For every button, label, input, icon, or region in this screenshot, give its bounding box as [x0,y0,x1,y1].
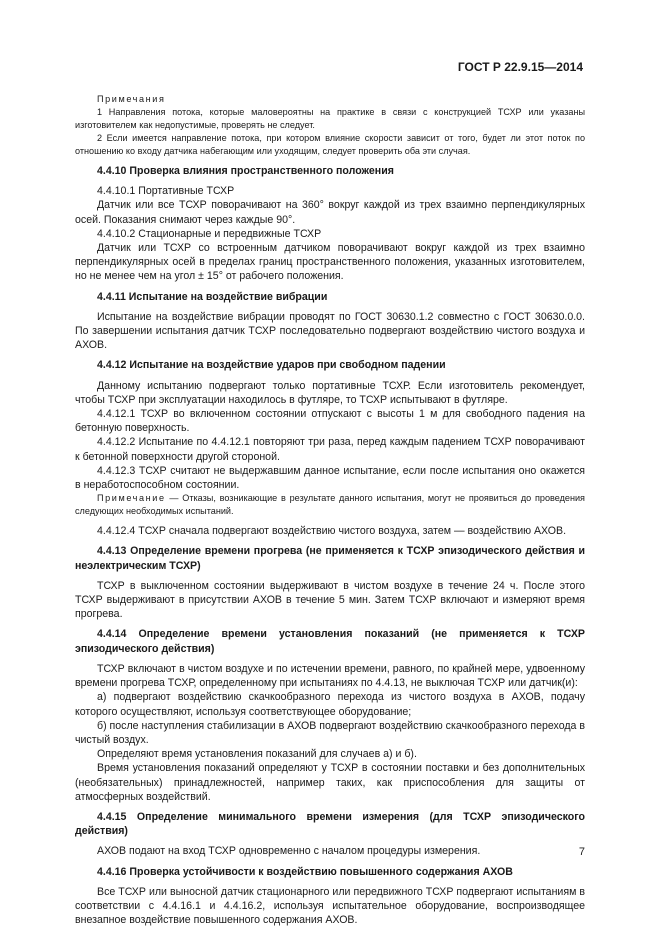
section-4-4-12-heading: 4.4.12 Испытание на воздействие ударов при свободном падении [97,359,446,372]
paragraph: ТСХР включают в чистом воздухе и по истечении времени, равного, по крайней мере, удвоенному времени прогрева ТСХР, определенному при испытаниях по 4.4.13, не выключая ТСХР или датчик(и): [75,662,585,690]
section-4-4-14-heading: 4.4.14 Определение времени установления показаний (не применяется к ТСХР эпизодического действия) [75,628,585,655]
paragraph: АХОВ подают на вход ТСХР одновременно с началом процедуры измерения. [97,845,481,858]
paragraph: Все ТСХР или выносной датчик стационарного или передвижного ТСХР подвергают испытаниям в соответствии с 4.4.16.1 и 4.4.16.2, используя испытательное оборудование, воспроизводящее внезапное воздействие повышенного содержания АХОВ. [75,885,585,927]
paragraph: 4.4.12.2 Испытание по 4.4.12.1 повторяют три раза, перед каждым падением ТСХР поворачивают к бетонной поверхности другой стороной. [75,436,585,463]
paragraph: Определяют время установления показаний для случаев а) и б). [97,748,417,761]
paragraph: Время установления показаний определяют у ТСХР в состоянии поставки и без дополнительных (необязательных) принадлежностей, например таких, как приспособления для защиты от атмосферных воздействий. [75,762,585,803]
section-4-4-11-heading: 4.4.11 Испытание на воздействие вибрации [97,290,328,303]
note-text: — Отказы, возникающие в результате данного испытания, могут не проявиться до проведения следующих необходимых испытаний. [75,493,585,517]
section-4-4-10-heading: 4.4.10 Проверка влияния пространственного положения [97,165,394,177]
paragraph: б) после наступления стабилизации в АХОВ подвергают воздействию скачкообразного перехода в чистый воздух. [75,719,585,746]
paragraph: Датчик или все ТСХР поворачивают на 360° вокруг каждой из трех взаимно перпендикулярных осей. Показания снимают через каждые 90°. [75,199,585,226]
paragraph: а) подвергают воздействию скачкообразного перехода из чистого воздуха в АХОВ, подачу которого осуществляют, используя соответствующее оборудование; [75,691,585,718]
note-1: 1 Направления потока, которые маловероятны на практике в связи с конструкцией ТСХР или указаны изготовителем как недопустимые, проверять не следует. [75,107,585,130]
paragraph: ТСХР в выключенном состоянии выдерживают в чистом воздухе в течение 24 ч. После этого ТСХР выдерживают в присутствии АХОВ в течение 5 мин. Затем ТСХР включают и измеряют время прогрева. [75,579,585,621]
paragraph: 4.4.12.3 ТСХР считают не выдержавшим данное испытание, если после испытания оно окажется в неработоспособном состоянии. [75,464,585,492]
section-4-4-16-heading: 4.4.16 Проверка устойчивости к воздействию повышенного содержания АХОВ [97,865,513,878]
document-body [75,93,585,927]
standard-header: ГОСТ Р 22.9.15—2014 [457,60,583,74]
section-4-4-15-heading: 4.4.15 Определение минимального времени измерения (для ТСХР эпизодического действия) [75,810,585,838]
paragraph: Датчик или ТСХР со встроенным датчиком поворачивают вокруг каждой из трех взаимно перпендикулярных осей в пределах границ пространственного положения, указанных изготовителем, но не менее чем на угол ± 15° от рабочего положения. [75,242,585,283]
paragraph: 4.4.10.2 Стационарные и передвижные ТСХР [97,227,322,240]
notes-label: Примечания [97,94,166,104]
note-4-4-12 [75,492,585,518]
paragraph: 4.4.10.1 Портативные ТСХР [97,185,235,198]
paragraph: 4.4.12.4 ТСХР сначала подвергают воздействию чистого воздуха, затем — воздействию АХОВ. [97,525,567,538]
paragraph: 4.4.12.1 ТСХР во включенном состоянии отпускают с высоты 1 м для свободного падения на бетонную поверхность. [75,408,585,435]
section-4-4-13-heading: 4.4.13 Определение времени прогрева (не применяется к ТСХР эпизодического действия и неэлектрическим ТСХР) [75,545,585,572]
page-number: 7 [578,846,585,858]
paragraph: Испытание на воздействие вибрации проводят по ГОСТ 30630.1.2 совместно с ГОСТ 30630.0.0. По завершении испытания датчик ТСХР последовательно подвергают воздействию чистого воздуха и АХОВ. [75,310,585,352]
note-2: 2 Если имеется направление потока, при котором влияние скорости зависит от того, будет ли этот поток по отношению ко входу датчика набегающим или уходящим, следует проверить оба эти случая. [75,133,585,156]
paragraph: Данному испытанию подвергают только портативные ТСХР. Если изготовитель рекомендует, чтобы ТСХР при эксплуатации находилось в футляре, то ТСХР испытывают в футляре. [75,379,585,406]
note-label: Примечание [97,493,166,504]
